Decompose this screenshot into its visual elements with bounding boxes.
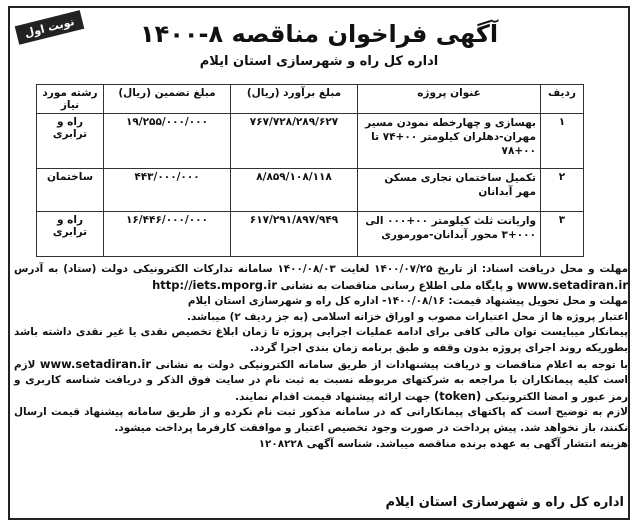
col-field-header: رشته مورد نیاز xyxy=(37,85,104,114)
required-field: راه و ترابری xyxy=(37,212,104,257)
row-number: ۱ xyxy=(541,114,584,169)
col-row-header: ردیف xyxy=(541,85,584,114)
guarantee-amount: ۱۶/۴۴۶/۰۰۰/۰۰۰ xyxy=(104,212,231,257)
project-title: تکمیل ساختمان تجاری مسکن مهر آبدانان xyxy=(358,169,541,212)
col-project-header: عنوان پروژه xyxy=(358,85,541,114)
token-label: (token) xyxy=(433,388,482,403)
notice-title: آگهی فراخوان مناقصه ۸-۱۴۰۰ xyxy=(139,20,499,48)
col-guarantee-header: مبلغ تضمین (ریال) xyxy=(104,85,231,114)
submission-paragraph: مهلت و محل تحویل پیشنهاد قیمت: ۱۴۰۰/۰۸/۱۶- اداره کل راه و شهرسازی استان ایلام xyxy=(187,295,628,308)
electronic-submission-paragraph: با توجه به اعلام مناقصات و دریافت پیشنهادات از طریق سامانه الکترونیکی دولت به نشانی www.setadiran.ir لازم است کلیه پیمانکاران با مراجعه به شرکتهای مربوطه نسبت به ثبت نام در سایت فوق الذکر و دریافت شناسه کاربری و رمز عبور و امضا الکترونیکی (token) جهت ارائه پیشنهاد قیمت اقدام نمایند. xyxy=(14,356,628,403)
notice-body xyxy=(14,262,628,452)
envelopes-paragraph: لازم به توضیح است که پاکتهای پیمانکارانی که در سامانه مذکور ثبت نام نکرده و از طریق سامانه پیشنهاد قیمت ارسال نکنند، باز نخواهد شد. پیش پرداخت در صورت وجود تخصیص اعتبار و موافقت کارفرما پرداخت میشود. xyxy=(14,406,628,434)
required-field: ساختمان xyxy=(37,169,104,212)
col-estimate-header: مبلغ برآورد (ریال) xyxy=(231,85,358,114)
estimate-amount: ۶۱۷/۲۹۱/۸۹۷/۹۴۹ xyxy=(231,212,358,257)
guarantee-amount: ۴۴۳/۰۰۰/۰۰۰ xyxy=(104,169,231,212)
estimate-amount: ۸/۸۵۹/۱۰۸/۱۱۸ xyxy=(231,169,358,212)
row-number: ۳ xyxy=(541,212,584,257)
table-row xyxy=(37,169,584,212)
document-receipt-paragraph: مهلت و محل دریافت اسناد: از تاریخ ۱۴۰۰/۰۷/۲۵ لغایت ۱۴۰۰/۰۸/۰۳ سامانه تدارکات الکترونیکی دولت (ستاد) به آدرس www.setadiran.ir و پایگاه ملی اطلاع رسانی مناقصات به نشانی http://iets.mporg.ir xyxy=(14,263,629,292)
publication-cost-paragraph: هزینه انتشار آگهی به عهده برنده مناقصه میباشد. شناسه آگهی ۱۲۰۸۲۲۸ xyxy=(258,437,628,450)
projects-table xyxy=(36,84,584,257)
estimate-amount: ۷۶۷/۷۲۸/۲۸۹/۶۲۷ xyxy=(231,114,358,169)
setad-link-2[interactable]: www.setadiran.ir xyxy=(39,356,152,371)
first-publication-badge: نوبت اول xyxy=(15,10,84,45)
iets-link[interactable]: http://iets.mporg.ir xyxy=(152,277,277,292)
guarantee-amount: ۱۹/۲۵۵/۰۰۰/۰۰۰ xyxy=(104,114,231,169)
table-row xyxy=(37,212,584,257)
setad-link[interactable]: www.setadiran.ir xyxy=(516,277,628,292)
credit-paragraph: اعتبار پروژه ها از محل اعتبارات مصوب و اوراق خزانه اسلامی (به جز ردیف ۲) میباشد. xyxy=(187,310,628,323)
financial-capacity-paragraph: پیمانکار میبایست توان مالی کافی برای ادامه عملیات اجرایی پروژه تا زمان ابلاغ تخصیص نقدی یا غیر نقدی داشته باشد بطوریکه روند اجرای پروژه بدون وقفه و طبق برنامه زمان بندی اجرا گردد. xyxy=(14,326,628,354)
project-title: واریانت ثلث کیلومتر ۰۰+۰۰۰ الی ۰۰۰+۳ محور آبدانان-مورموری xyxy=(358,212,541,257)
table-header-row xyxy=(37,85,584,114)
issuer-signature: اداره کل راه و شهرسازی استان ایلام xyxy=(385,495,624,510)
notice-subtitle: اداره کل راه و شهرسازی استان ایلام xyxy=(199,54,439,69)
row-number: ۲ xyxy=(541,169,584,212)
table-row xyxy=(37,114,584,169)
project-title: بهسازی و چهارخطه نمودن مسیر مهران-دهلران کیلومتر ۰۰+۷۴ تا ۰۰+۷۸ xyxy=(358,114,541,169)
required-field: راه و ترابری xyxy=(37,114,104,169)
